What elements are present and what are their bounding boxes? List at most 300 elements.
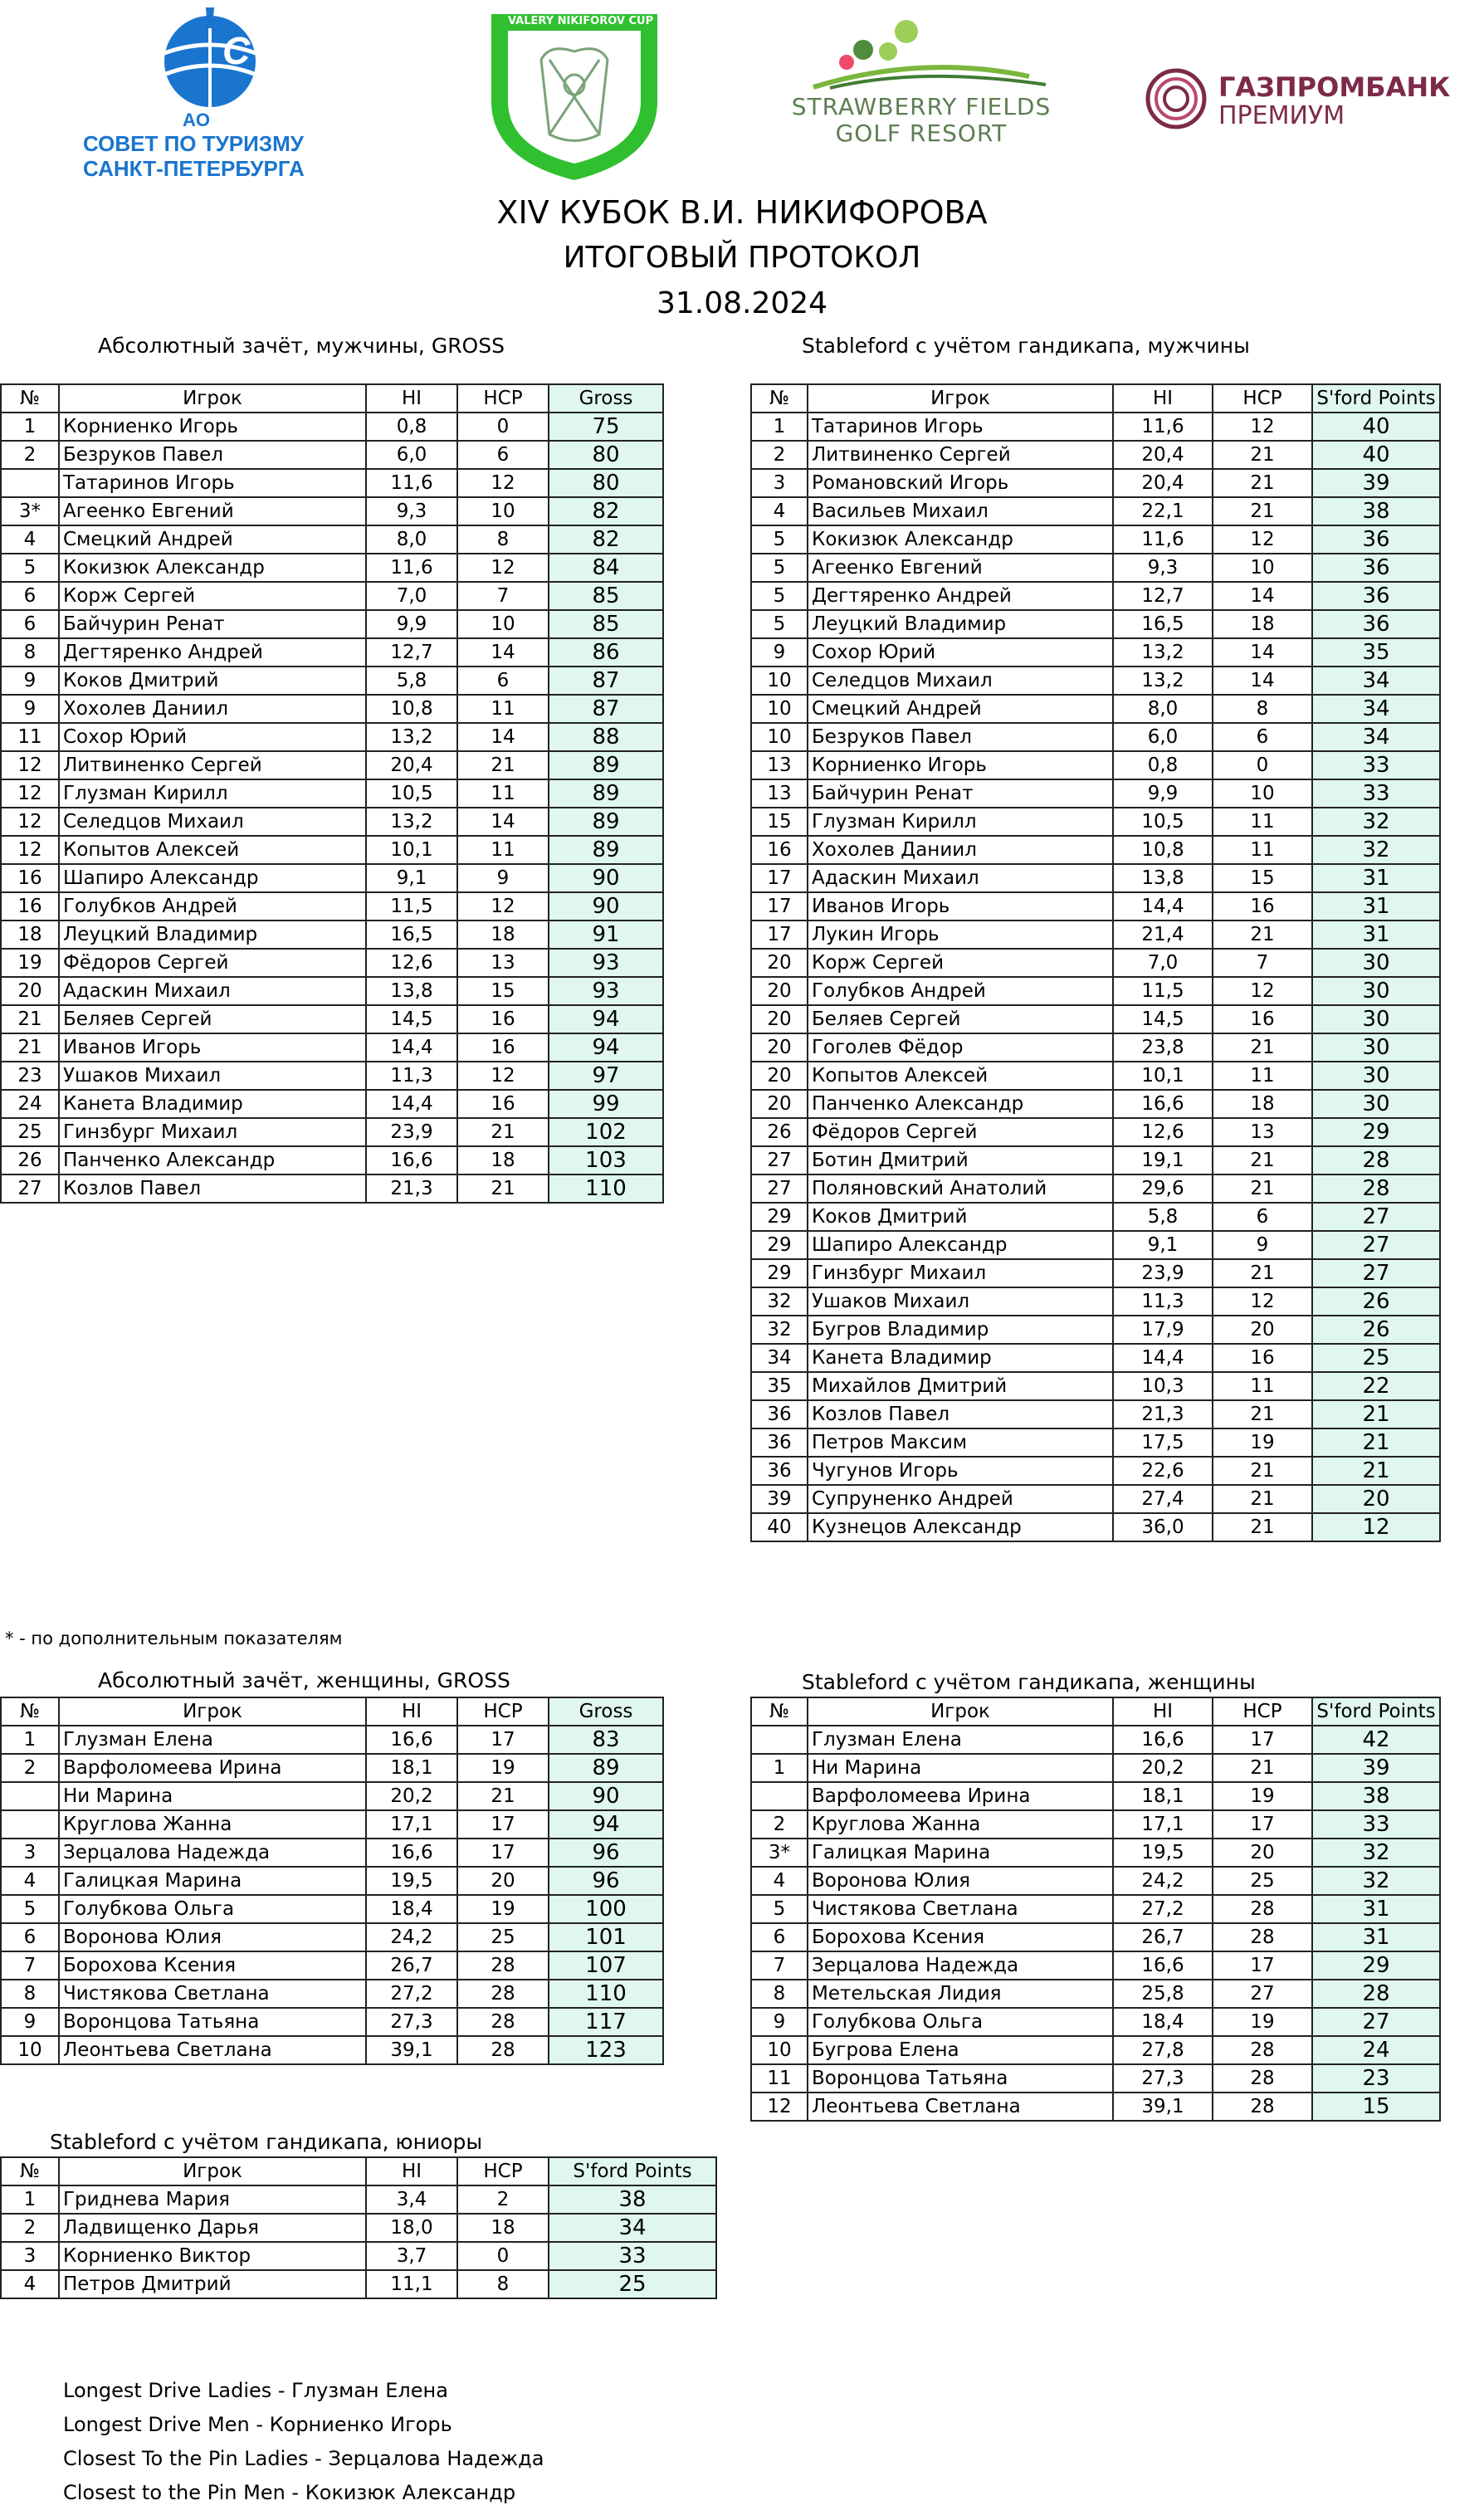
score-cell: 97: [549, 1062, 663, 1090]
hi-cell: 20,4: [1113, 469, 1213, 497]
player-cell: Ни Марина: [59, 1782, 366, 1810]
player-cell: Сохор Юрий: [59, 723, 366, 751]
hi-cell: 14,4: [1113, 1344, 1213, 1372]
column-header: S'ford Points: [1312, 384, 1440, 413]
player-cell: Козлов Павел: [808, 1400, 1113, 1428]
men-stableford-table: [750, 383, 1441, 1542]
rank-cell: 27: [1, 1174, 59, 1203]
score-cell: 36: [1312, 610, 1440, 638]
hi-cell: 27,2: [1113, 1895, 1213, 1923]
rank-cell: 7: [751, 1951, 808, 1980]
rank-cell: 27: [751, 1146, 808, 1174]
hcp-cell: 6: [1213, 723, 1312, 751]
hi-cell: 27,8: [1113, 2036, 1213, 2064]
table-row: [1, 667, 663, 695]
column-header: №: [751, 1697, 808, 1726]
score-cell: 80: [549, 469, 663, 497]
hcp-cell: 14: [1213, 582, 1312, 610]
score-cell: 82: [549, 525, 663, 554]
player-cell: Лукин Игорь: [808, 921, 1113, 949]
score-cell: 39: [1312, 469, 1440, 497]
table-row: [751, 1062, 1440, 1090]
score-cell: 36: [1312, 525, 1440, 554]
table-row: [751, 1033, 1440, 1062]
player-cell: Байчурин Ренат: [59, 610, 366, 638]
logo-strawberry-line2: GOLF RESORT: [835, 120, 1008, 147]
hi-cell: 13,2: [1113, 638, 1213, 667]
score-cell: 85: [549, 582, 663, 610]
hi-cell: 18,4: [1113, 2008, 1213, 2036]
rank-cell: 16: [1, 864, 59, 892]
hi-cell: 20,4: [1113, 441, 1213, 469]
player-cell: Смецкий Андрей: [808, 695, 1113, 723]
women-stableford-table: [750, 1697, 1441, 2122]
rank-cell: 10: [751, 695, 808, 723]
rank-cell: 2: [1, 441, 59, 469]
rank-cell: 20: [1, 977, 59, 1005]
player-cell: Зерцалова Надежда: [808, 1951, 1113, 1980]
table-row: [751, 1782, 1440, 1810]
score-cell: 117: [549, 2008, 663, 2036]
table-row: [1, 497, 663, 525]
hi-cell: 19,1: [1113, 1146, 1213, 1174]
score-cell: 123: [549, 2036, 663, 2064]
player-cell: Фёдоров Сергей: [808, 1118, 1113, 1146]
table-row: [751, 2093, 1440, 2121]
player-cell: Гинзбург Михаил: [59, 1118, 366, 1146]
hi-cell: 13,2: [366, 808, 457, 836]
hcp-cell: 21: [1213, 497, 1312, 525]
rank-cell: 17: [751, 864, 808, 892]
player-cell: Чистякова Светлана: [808, 1895, 1113, 1923]
score-cell: 42: [1312, 1726, 1440, 1754]
column-header: HI: [366, 2157, 457, 2185]
logo-tourism-line2: САНКТ-ПЕТЕРБУРГА: [83, 156, 305, 181]
rank-cell: 3: [1, 2242, 59, 2270]
column-header: Игрок: [59, 384, 366, 413]
score-cell: 32: [1312, 836, 1440, 864]
logo-tourism: [83, 3, 332, 182]
score-cell: 75: [549, 413, 663, 441]
player-cell: Глузман Елена: [808, 1726, 1113, 1754]
logo-gazprom: [1145, 68, 1451, 134]
hi-cell: 19,5: [366, 1867, 457, 1895]
hi-cell: 22,1: [1113, 497, 1213, 525]
score-cell: 40: [1312, 413, 1440, 441]
page-subtitle: ИТОГОВЫЙ ПРОТОКОЛ: [563, 241, 921, 275]
table-row: [751, 1316, 1440, 1344]
rank-cell: 11: [751, 2064, 808, 2093]
player-cell: Бугрова Елена: [808, 2036, 1113, 2064]
table-row: [751, 779, 1440, 808]
table-row: [751, 1344, 1440, 1372]
table-row: [751, 1895, 1440, 1923]
score-cell: 94: [549, 1005, 663, 1033]
rank-cell: 3*: [751, 1839, 808, 1867]
score-cell: 86: [549, 638, 663, 667]
player-cell: Метельская Лидия: [808, 1980, 1113, 2008]
rank-cell: 36: [751, 1428, 808, 1457]
player-cell: Леуцкий Владимир: [808, 610, 1113, 638]
score-cell: 32: [1312, 1867, 1440, 1895]
hi-cell: 10,5: [1113, 808, 1213, 836]
rank-cell: 4: [1, 1867, 59, 1895]
score-cell: 30: [1312, 1005, 1440, 1033]
hcp-cell: 12: [1213, 413, 1312, 441]
table-row: [751, 1203, 1440, 1231]
hi-cell: 16,6: [366, 1726, 457, 1754]
hi-cell: 0,8: [366, 413, 457, 441]
table-row: [751, 610, 1440, 638]
player-cell: Петров Дмитрий: [59, 2270, 366, 2298]
score-cell: 89: [549, 751, 663, 779]
column-header: Игрок: [808, 384, 1113, 413]
hi-cell: 9,1: [366, 864, 457, 892]
table-row: [751, 1174, 1440, 1203]
table-row: [1, 977, 663, 1005]
table-row: [751, 836, 1440, 864]
women-stableford-title: Stableford с учётом гандикапа, женщины: [802, 1670, 1256, 1694]
player-cell: Леонтьева Светлана: [59, 2036, 366, 2064]
hcp-cell: 21: [1213, 921, 1312, 949]
table-row: [1, 751, 663, 779]
hcp-cell: 21: [457, 1782, 549, 1810]
hcp-cell: 8: [1213, 695, 1312, 723]
hcp-cell: 12: [457, 1062, 549, 1090]
hi-cell: 23,9: [366, 1118, 457, 1146]
score-cell: 30: [1312, 977, 1440, 1005]
hi-cell: 0,8: [1113, 751, 1213, 779]
hcp-cell: 28: [1213, 2093, 1312, 2121]
hi-cell: 27,2: [366, 1980, 457, 2008]
page-date: 31.08.2024: [656, 286, 828, 320]
rank-cell: 10: [751, 723, 808, 751]
hi-cell: 20,4: [366, 751, 457, 779]
hi-cell: 11,3: [1113, 1287, 1213, 1316]
rank-cell: 20: [751, 1062, 808, 1090]
award-longest-drive-men: Longest Drive Men - Корниенко Игорь: [63, 2413, 452, 2436]
rank-cell: 20: [751, 977, 808, 1005]
score-cell: 84: [549, 554, 663, 582]
hi-cell: 13,2: [1113, 667, 1213, 695]
score-cell: 94: [549, 1033, 663, 1062]
hcp-cell: 21: [1213, 1400, 1312, 1428]
table-row: [751, 1372, 1440, 1400]
table-row: [751, 554, 1440, 582]
score-cell: 110: [549, 1174, 663, 1203]
column-header: Игрок: [808, 1697, 1113, 1726]
player-cell: Канета Владимир: [59, 1090, 366, 1118]
table-row: [751, 808, 1440, 836]
player-cell: Безруков Павел: [59, 441, 366, 469]
rank-cell: 12: [1, 808, 59, 836]
table-row: [751, 1980, 1440, 2008]
score-cell: 25: [549, 2270, 716, 2298]
hcp-cell: 8: [457, 2270, 549, 2298]
rank-cell: 2: [751, 1810, 808, 1839]
score-cell: 39: [1312, 1754, 1440, 1782]
hi-cell: 11,3: [366, 1062, 457, 1090]
player-cell: Дегтяренко Андрей: [59, 638, 366, 667]
hcp-cell: 21: [457, 751, 549, 779]
hcp-cell: 6: [1213, 1203, 1312, 1231]
hi-cell: 18,0: [366, 2214, 457, 2242]
juniors-stableford-table: [0, 2156, 717, 2299]
table-row: [1, 1005, 663, 1033]
hi-cell: 24,2: [1113, 1867, 1213, 1895]
hi-cell: 19,5: [1113, 1839, 1213, 1867]
rank-cell: 9: [1, 2008, 59, 2036]
player-cell: Глузман Кирилл: [808, 808, 1113, 836]
score-cell: 36: [1312, 582, 1440, 610]
logo-tourism-line1: СОВЕТ ПО ТУРИЗМУ: [83, 131, 304, 156]
rank-cell: 2: [1, 2214, 59, 2242]
player-cell: Поляновский Анатолий: [808, 1174, 1113, 1203]
hi-cell: 3,4: [366, 2185, 457, 2214]
player-cell: Гриднева Мария: [59, 2185, 366, 2214]
player-cell: Хохолев Даниил: [808, 836, 1113, 864]
logo-tourism-sub: AO: [183, 110, 210, 130]
score-cell: 25: [1312, 1344, 1440, 1372]
rank-cell: 10: [1, 2036, 59, 2064]
table-row: [751, 1231, 1440, 1259]
hi-cell: 18,1: [1113, 1782, 1213, 1810]
table-row: [1, 441, 663, 469]
rank-cell: 32: [751, 1316, 808, 1344]
hi-cell: 39,1: [366, 2036, 457, 2064]
column-header: HCP: [457, 2157, 549, 2185]
hcp-cell: 21: [1213, 469, 1312, 497]
score-cell: 34: [1312, 723, 1440, 751]
score-cell: 32: [1312, 1839, 1440, 1867]
hi-cell: 9,1: [1113, 1231, 1213, 1259]
player-cell: Борохова Ксения: [59, 1951, 366, 1980]
hcp-cell: 15: [1213, 864, 1312, 892]
hi-cell: 29,6: [1113, 1174, 1213, 1203]
hcp-cell: 19: [1213, 1782, 1312, 1810]
rank-cell: 1: [1, 413, 59, 441]
rank-cell: 2: [751, 441, 808, 469]
score-cell: 21: [1312, 1400, 1440, 1428]
rank-cell: 9: [751, 638, 808, 667]
hi-cell: 20,2: [366, 1782, 457, 1810]
rank-cell: 17: [751, 892, 808, 921]
score-cell: 27: [1312, 1259, 1440, 1287]
hcp-cell: 21: [1213, 1259, 1312, 1287]
table-row: [1, 1951, 663, 1980]
hi-cell: 7,0: [366, 582, 457, 610]
score-cell: 31: [1312, 921, 1440, 949]
table-row: [1, 1118, 663, 1146]
table-row: [1, 723, 663, 751]
hi-cell: 26,7: [366, 1951, 457, 1980]
hcp-cell: 18: [457, 1146, 549, 1174]
player-cell: Круглова Жанна: [808, 1810, 1113, 1839]
hcp-cell: 21: [457, 1174, 549, 1203]
rank-cell: 4: [751, 497, 808, 525]
hi-cell: 20,2: [1113, 1754, 1213, 1782]
hi-cell: 8,0: [366, 525, 457, 554]
score-cell: 89: [549, 808, 663, 836]
logo-strawberry-line1: STRAWBERRY FIELDS: [791, 93, 1052, 120]
column-header: Игрок: [59, 2157, 366, 2185]
hcp-cell: 9: [457, 864, 549, 892]
rank-cell: 8: [1, 1980, 59, 2008]
score-cell: 30: [1312, 1062, 1440, 1090]
score-cell: 22: [1312, 1372, 1440, 1400]
hcp-cell: 14: [457, 723, 549, 751]
rank-cell: 6: [751, 1923, 808, 1951]
hcp-cell: 28: [457, 1980, 549, 2008]
rank-cell: 29: [751, 1259, 808, 1287]
rank-cell: 12: [1, 751, 59, 779]
score-cell: 85: [549, 610, 663, 638]
player-cell: Литвиненко Сергей: [59, 751, 366, 779]
table-row: [1, 808, 663, 836]
rank-cell: 29: [751, 1203, 808, 1231]
table-row: [751, 441, 1440, 469]
rank-cell: 21: [1, 1005, 59, 1033]
table-row: [1, 1033, 663, 1062]
player-cell: Дегтяренко Андрей: [808, 582, 1113, 610]
table-row: [1, 1726, 663, 1754]
hcp-cell: 21: [1213, 441, 1312, 469]
table-row: [751, 751, 1440, 779]
score-cell: 28: [1312, 1146, 1440, 1174]
hcp-cell: 25: [1213, 1867, 1312, 1895]
score-cell: 32: [1312, 808, 1440, 836]
score-cell: 87: [549, 667, 663, 695]
hcp-cell: 21: [1213, 1146, 1312, 1174]
table-row: [1, 1146, 663, 1174]
hi-cell: 13,8: [1113, 864, 1213, 892]
cup-shield-icon: [483, 10, 666, 184]
rank-cell: 21: [1, 1033, 59, 1062]
score-cell: 30: [1312, 1033, 1440, 1062]
column-header: HCP: [1213, 1697, 1312, 1726]
hcp-cell: 19: [457, 1895, 549, 1923]
column-header: S'ford Points: [549, 2157, 716, 2185]
page-title: XIV КУБОК В.И. НИКИФОРОВА: [496, 194, 988, 231]
rank-cell: 4: [751, 1867, 808, 1895]
logo-cup: [483, 10, 666, 184]
table-row: [1, 1839, 663, 1867]
footnote: * - по дополнительным показателям: [5, 1629, 343, 1648]
player-cell: Хохолев Даниил: [59, 695, 366, 723]
player-cell: Супруненко Андрей: [808, 1485, 1113, 1513]
hi-cell: 11,1: [366, 2270, 457, 2298]
table-row: [751, 977, 1440, 1005]
rank-cell: 1: [1, 1726, 59, 1754]
score-cell: 31: [1312, 892, 1440, 921]
award-closest-pin-men: Closest to the Pin Men - Кокизюк Александр: [63, 2481, 516, 2504]
table-row: [1, 2270, 716, 2298]
hcp-cell: 13: [457, 949, 549, 977]
player-cell: Воронцова Татьяна: [808, 2064, 1113, 2093]
table-row: [751, 638, 1440, 667]
hcp-cell: 17: [457, 1810, 549, 1839]
score-cell: 31: [1312, 864, 1440, 892]
table-row: [1, 1867, 663, 1895]
table-row: [1, 1090, 663, 1118]
table-row: [751, 1839, 1440, 1867]
table-row: [751, 1810, 1440, 1839]
hi-cell: 16,5: [366, 921, 457, 949]
hi-cell: 17,5: [1113, 1428, 1213, 1457]
score-cell: 33: [549, 2242, 716, 2270]
hcp-cell: 19: [1213, 2008, 1312, 2036]
column-header: HI: [366, 384, 457, 413]
table-row: [751, 667, 1440, 695]
hcp-cell: 8: [457, 525, 549, 554]
table-row: [751, 921, 1440, 949]
rank-cell: 20: [751, 949, 808, 977]
table-row: [751, 525, 1440, 554]
hi-cell: 24,2: [366, 1923, 457, 1951]
table-row: [751, 1726, 1440, 1754]
hcp-cell: 16: [457, 1005, 549, 1033]
table-row: [1, 1174, 663, 1203]
hcp-cell: 0: [457, 413, 549, 441]
player-cell: Кузнецов Александр: [808, 1513, 1113, 1541]
table-row: [1, 695, 663, 723]
hi-cell: 14,5: [366, 1005, 457, 1033]
score-cell: 21: [1312, 1428, 1440, 1457]
player-cell: Воронцова Татьяна: [59, 2008, 366, 2036]
player-cell: Глузман Елена: [59, 1726, 366, 1754]
player-cell: Петров Максим: [808, 1428, 1113, 1457]
hi-cell: 12,6: [366, 949, 457, 977]
hcp-cell: 7: [457, 582, 549, 610]
hcp-cell: 20: [1213, 1839, 1312, 1867]
player-cell: Варфоломеева Ирина: [808, 1782, 1113, 1810]
rank-cell: [751, 1726, 808, 1754]
hi-cell: 5,8: [1113, 1203, 1213, 1231]
hi-cell: 16,6: [366, 1839, 457, 1867]
player-cell: Литвиненко Сергей: [808, 441, 1113, 469]
player-cell: Романовский Игорь: [808, 469, 1113, 497]
hcp-cell: 15: [457, 977, 549, 1005]
hi-cell: 7,0: [1113, 949, 1213, 977]
rank-cell: 9: [1, 667, 59, 695]
hcp-cell: 10: [1213, 779, 1312, 808]
rank-cell: 4: [1, 525, 59, 554]
player-cell: Кокизюк Александр: [808, 525, 1113, 554]
score-cell: 38: [1312, 1782, 1440, 1810]
player-cell: Копытов Алексей: [808, 1062, 1113, 1090]
hcp-cell: 2: [457, 2185, 549, 2214]
hi-cell: 10,1: [366, 836, 457, 864]
rank-cell: 2: [1, 1754, 59, 1782]
hi-cell: 5,8: [366, 667, 457, 695]
women-gross-title: Абсолютный зачёт, женщины, GROSS: [98, 1668, 510, 1692]
player-cell: Копытов Алексей: [59, 836, 366, 864]
hcp-cell: 28: [1213, 2064, 1312, 2093]
column-header: HI: [366, 1697, 457, 1726]
player-cell: Глузман Кирилл: [59, 779, 366, 808]
rank-cell: 35: [751, 1372, 808, 1400]
hi-cell: 11,6: [366, 469, 457, 497]
table-row: [751, 1005, 1440, 1033]
table-row: [1, 1923, 663, 1951]
award-closest-pin-ladies: Closest To the Pin Ladies - Зерцалова Надежда: [63, 2447, 544, 2470]
table-row: [751, 695, 1440, 723]
hi-cell: 8,0: [1113, 695, 1213, 723]
player-cell: Иванов Игорь: [59, 1033, 366, 1062]
score-cell: 12: [1312, 1513, 1440, 1541]
score-cell: 28: [1312, 1980, 1440, 2008]
player-cell: Чугунов Игорь: [808, 1457, 1113, 1485]
